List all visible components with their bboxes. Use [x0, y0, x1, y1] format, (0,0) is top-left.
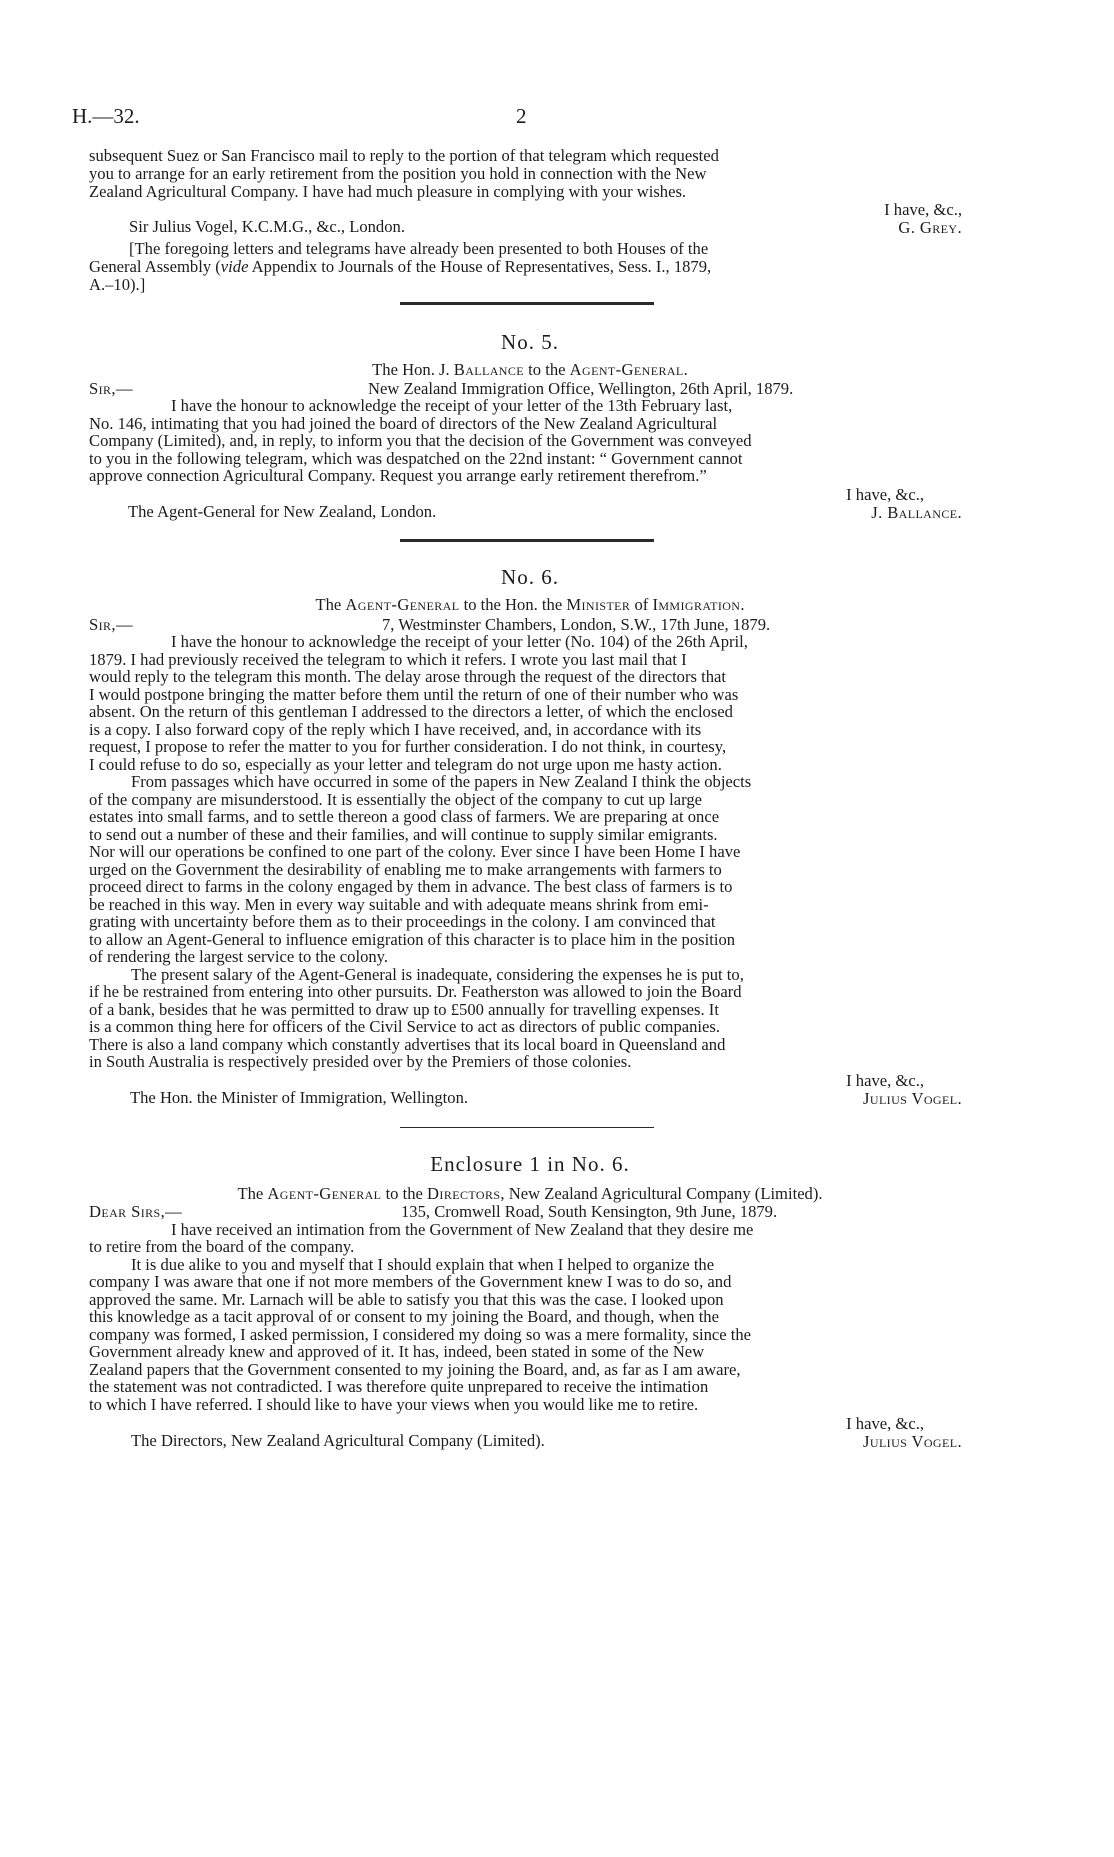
text-span: to the	[524, 360, 570, 379]
addressee: The Agent-General for New Zealand, London.	[128, 502, 437, 521]
text-span: Ballance	[453, 360, 525, 379]
text-line: urged on the Government the desirability of enabling me to make arrangements with farmers to	[89, 860, 722, 879]
text-line: A.–10).]	[89, 275, 146, 294]
text-span: The	[237, 1184, 268, 1203]
text-line: of rendering the largest service to the colony.	[89, 947, 389, 966]
text-line: of the company are misunderstood. It is essentially the object of the company to cut up large	[89, 790, 703, 809]
text-line: company I was aware that one if not more members of the Government knew I was to do so, and	[89, 1272, 732, 1291]
text-line: would reply to the telegram this month. The delay arose through the request of the directors that	[89, 667, 726, 686]
text-line: Nor will our operations be confined to one part of the colony. Ever since I have been Home I have	[89, 842, 741, 861]
closing: I have, &c.,	[846, 485, 924, 504]
dateline: 7, Westminster Chambers, London, S.W., 17th June, 1879.	[382, 615, 771, 634]
signature: Julius Vogel.	[863, 1432, 962, 1451]
text-line: subsequent Suez or San Francisco mail to reply to the portion of that telegram which requested	[89, 146, 719, 165]
salutation: Sir,—	[89, 615, 133, 634]
text-span: Directors	[427, 1184, 501, 1203]
addressee: Sir Julius Vogel, K.C.M.G., &c., London.	[129, 217, 405, 236]
text-line: 1879. I had previously received the telegram to which it refers. I wrote you last mail that I	[89, 650, 687, 669]
text-line	[89, 258, 989, 275]
text-span: Agent-General	[267, 1184, 382, 1203]
text-line: Company (Limited), and, in reply, to inform you that the decision of the Government was conveyed	[89, 431, 752, 450]
text-span: to the	[381, 1184, 428, 1203]
text-span: Agent-General	[569, 360, 684, 379]
addressee: The Hon. the Minister of Immigration, Wellington.	[130, 1088, 469, 1107]
document-reference: H.—32.	[72, 104, 140, 128]
text-line: to you in the following telegram, which was despatched on the 22nd instant: “ Government cannot	[89, 449, 743, 468]
text-span: .	[740, 595, 745, 614]
section-divider	[400, 539, 654, 542]
text-line: grating with uncertainty before them as to their proceedings in the colony. I am convinced that	[89, 912, 716, 931]
text-line: I have received an intimation from the Government of New Zealand that they desire me	[171, 1220, 754, 1239]
closing: I have, &c.,	[884, 200, 962, 219]
section-subheading	[0, 595, 1060, 615]
text-line: proceed direct to farms in the colony engaged by them in advance. The best class of farmers is to	[89, 877, 733, 896]
text-span: Minister	[566, 595, 631, 614]
italic-term: vide	[220, 257, 249, 276]
salutation: Sir,—	[89, 379, 133, 398]
text-line: [The foregoing letters and telegrams have already been presented to both Houses of the	[129, 239, 709, 258]
text-line: No. 146, intimating that you had joined the board of directors of the New Zealand Agricultural	[89, 414, 718, 433]
page-number: 2	[516, 104, 527, 128]
text-line: to send out a number of these and their families, and will continue to supply similar emigrants.	[89, 825, 718, 844]
text-line: request, I propose to refer the matter to you for further consideration. I do not think, in courtesy,	[89, 737, 727, 756]
text-line: I have the honour to acknowledge the receipt of your letter of the 13th February last,	[171, 396, 733, 415]
text-span: The	[315, 595, 346, 614]
text-line: There is also a land company which constantly advertises that its local board in Queensland and	[89, 1035, 726, 1054]
text-line: It is due alike to you and myself that I should explain that when I helped to organize the	[131, 1255, 715, 1274]
text-span: of	[630, 595, 653, 614]
text-line: I would postpone bringing the matter before them until the return of one of their number who was	[89, 685, 739, 704]
text-span: , New Zealand Agricultural Company (Limited).	[500, 1184, 823, 1203]
text-line: absent. On the return of this gentleman I addressed to the directors a letter, of which the enclosed	[89, 702, 733, 721]
section-heading: No. 6.	[501, 565, 559, 589]
signature: Julius Vogel.	[863, 1089, 962, 1108]
closing: I have, &c.,	[846, 1414, 924, 1433]
text-span: Agent-General	[345, 595, 460, 614]
section-heading: No. 5.	[501, 330, 559, 354]
text-span: General Assembly (	[89, 257, 221, 276]
text-line: approve connection Agricultural Company. Request you arrange early retirement therefrom.”	[89, 466, 707, 485]
text-line: in South Australia is respectively presided over by the Premiers of those colonies.	[89, 1052, 632, 1071]
addressee: The Directors, New Zealand Agricultural Company (Limited).	[131, 1431, 545, 1450]
section-subheading	[0, 360, 1060, 380]
text-line: the statement was not contradicted. I was therefore quite unprepared to receive the intimation	[89, 1377, 709, 1396]
section-divider	[400, 1127, 654, 1128]
text-span: Appendix to Journals of the House of Representatives, Sess. I., 1879,	[248, 257, 712, 276]
signature: G. Grey.	[898, 218, 962, 237]
text-span: Immigration	[652, 595, 741, 614]
text-line: approved the same. Mr. Larnach will be able to satisfy you that this was the case. I looked upon	[89, 1290, 724, 1309]
text-line: The present salary of the Agent-General is inadequate, considering the expenses he is put to,	[131, 965, 744, 984]
text-line: company was formed, I asked permission, I considered my doing so was a mere formality, since the	[89, 1325, 752, 1344]
text-line: to retire from the board of the company.	[89, 1237, 355, 1256]
text-line: From passages which have occurred in some of the papers in New Zealand I think the objects	[131, 772, 752, 791]
text-span: The Hon. J.	[372, 360, 454, 379]
text-line: is a copy. I also forward copy of the reply which I have received, and, in accordance with its	[89, 720, 702, 739]
text-line: I have the honour to acknowledge the receipt of your letter (No. 104) of the 26th April,	[171, 632, 748, 651]
text-line: to allow an Agent-General to influence emigration of this character is to place him in the position	[89, 930, 736, 949]
signature: J. Ballance.	[871, 503, 962, 522]
section-heading: Enclosure 1 in No. 6.	[430, 1152, 630, 1176]
text-line: estates into small farms, and to settle thereon a good class of farmers. We are preparing at once	[89, 807, 720, 826]
dateline: 135, Cromwell Road, South Kensington, 9th June, 1879.	[401, 1202, 778, 1221]
text-line: be reached in this way. Men in every way suitable and with adequate means shrink from emi-	[89, 895, 709, 914]
closing: I have, &c.,	[846, 1071, 924, 1090]
text-span: to the Hon. the	[459, 595, 567, 614]
text-line: this knowledge as a tacit approval of or consent to my joining the Board, and though, when the	[89, 1307, 719, 1326]
dateline: New Zealand Immigration Office, Wellington, 26th April, 1879.	[368, 379, 794, 398]
text-line: Zealand Agricultural Company. I have had much pleasure in complying with your wishes.	[89, 182, 687, 201]
text-line: to which I have referred. I should like to have your views when you would like me to retire.	[89, 1395, 699, 1414]
text-line: Government already knew and approved of it. It has, indeed, been stated in some of the New	[89, 1342, 705, 1361]
section-subheading	[0, 1184, 1060, 1204]
text-line: I could refuse to do so, especially as your letter and telegram do not urge upon me hasty action.	[89, 755, 722, 774]
text-span: .	[683, 360, 688, 379]
section-divider	[400, 302, 654, 305]
text-line: if he be restrained from entering into other pursuits. Dr. Featherston was allowed to join the Board	[89, 982, 742, 1001]
text-line: is a common thing here for officers of the Civil Service to act as directors of public companies.	[89, 1017, 720, 1036]
salutation: Dear Sirs,—	[89, 1202, 183, 1221]
text-line: Zealand papers that the Government consented to my joining the Board, and, as far as I am aware,	[89, 1360, 741, 1379]
text-line: of a bank, besides that he was permitted to draw up to £500 annually for travelling expenses. It	[89, 1000, 719, 1019]
text-line: you to arrange for an early retirement from the position you hold in connection with the New	[89, 164, 707, 183]
